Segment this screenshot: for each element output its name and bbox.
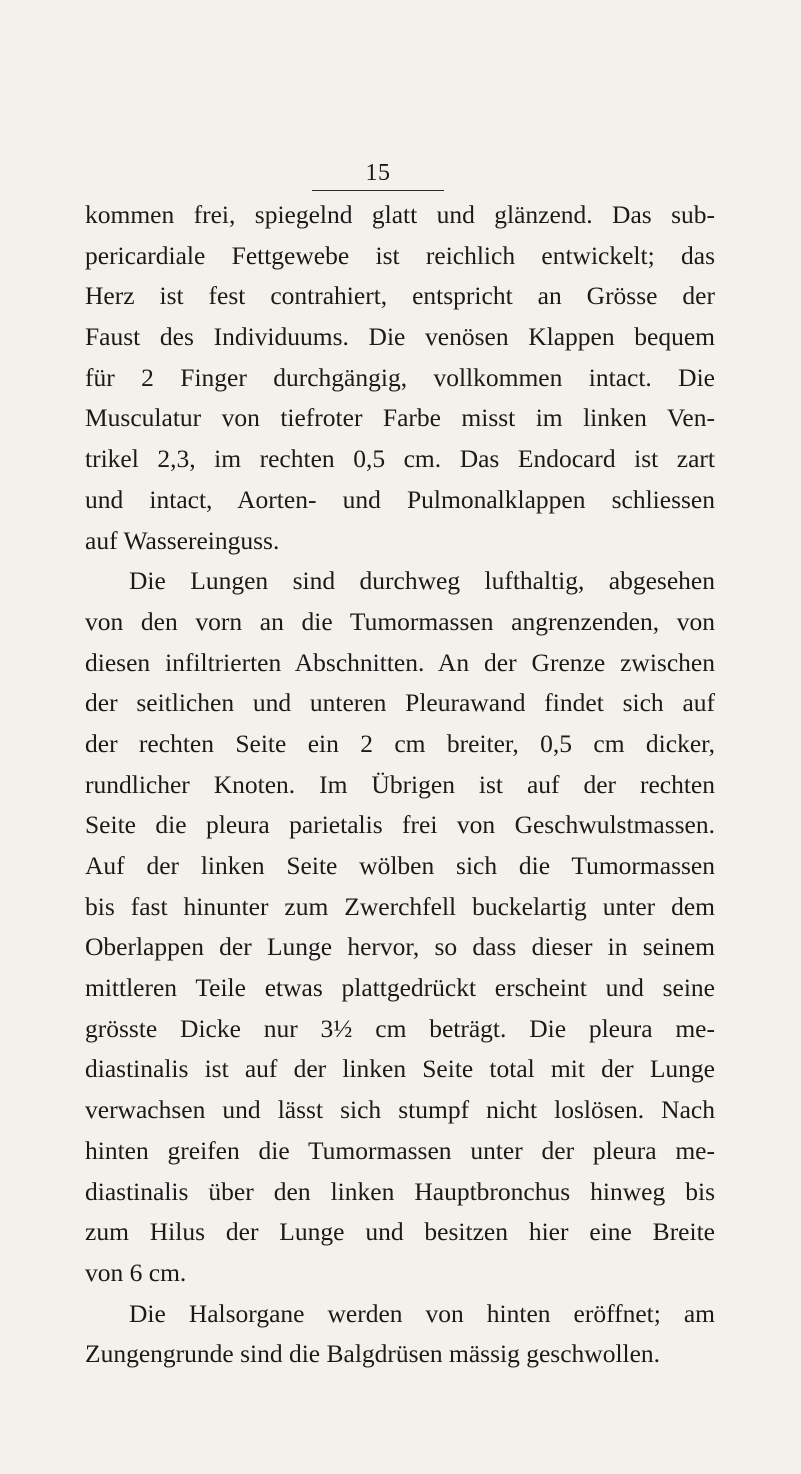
text-line: kommen frei, spiegelnd glatt und glänzend. Das sub- — [85, 200, 715, 229]
text-line: für 2 Finger durchgängig, vollkommen intact. Die — [85, 362, 715, 392]
text-line: grösste Dicke nur 3½ cm beträgt. Die pleura me- — [85, 1013, 715, 1043]
text-line: Die Lungen sind durchweg lufthaltig, abgesehen — [129, 566, 715, 596]
text-line: trikel 2,3, im rechten 0,5 cm. Das Endocard ist zart — [85, 444, 715, 474]
text-line: mittleren Teile etwas plattgedrückt erscheint und seine — [85, 973, 715, 1003]
text-line: Auf der linken Seite wölben sich die Tumormassen — [85, 851, 715, 880]
text-line: zum Hilus der Lunge und besitzen hier eine Breite — [85, 1217, 715, 1247]
text-line: Die Halsorgane werden von hinten eröffnet; am — [129, 1298, 715, 1328]
page-number: 15 — [312, 158, 444, 191]
text-line: und intact, Aorten- und Pulmonalklappen schliessen — [85, 484, 715, 514]
text-line: verwachsen und lässt sich stumpf nicht loslösen. Nach — [85, 1095, 715, 1125]
text-line: hinten greifen die Tumormassen unter der pleura me- — [85, 1135, 715, 1165]
text-line: Herz ist fest contrahiert, entspricht an Grösse der — [85, 281, 715, 311]
text-line: pericardiale Fettgewebe ist reichlich entwickelt; das — [85, 240, 715, 270]
text-line: Seite die pleura parietalis frei von Geschwulstmassen. — [85, 810, 715, 840]
text-line: von 6 cm. — [85, 1257, 187, 1287]
text-line: bis fast hinunter zum Zwerchfell buckelartig unter dem — [85, 891, 715, 921]
body-text — [85, 195, 715, 1375]
text-line: Oberlappen der Lunge hervor, so dass dieser in seinem — [85, 932, 715, 962]
text-line: Zungengrunde sind die Balgdrüsen mässig geschwollen. — [85, 1339, 661, 1369]
text-line: diastinalis ist auf der linken Seite total mit der Lunge — [85, 1054, 715, 1084]
text-line: auf Wassereinguss. — [85, 525, 280, 555]
text-line: Musculatur von tiefroter Farbe misst im linken Ven- — [85, 403, 715, 433]
text-line: der rechten Seite ein 2 cm breiter, 0,5 cm dicker, — [85, 728, 715, 758]
text-line: der seitlichen und unteren Pleurawand findet sich auf — [85, 688, 715, 718]
text-line: von den vorn an die Tumormassen angrenzenden, von — [85, 606, 715, 636]
text-line: Faust des Individuums. Die venösen Klappen bequem — [85, 322, 715, 352]
text-line: rundlicher Knoten. Im Übrigen ist auf der rechten — [85, 769, 715, 799]
text-line: diesen infiltrierten Abschnitten. An der Grenze zwischen — [85, 647, 715, 677]
text-line: diastinalis über den linken Hauptbronchus hinweg bis — [85, 1176, 715, 1206]
